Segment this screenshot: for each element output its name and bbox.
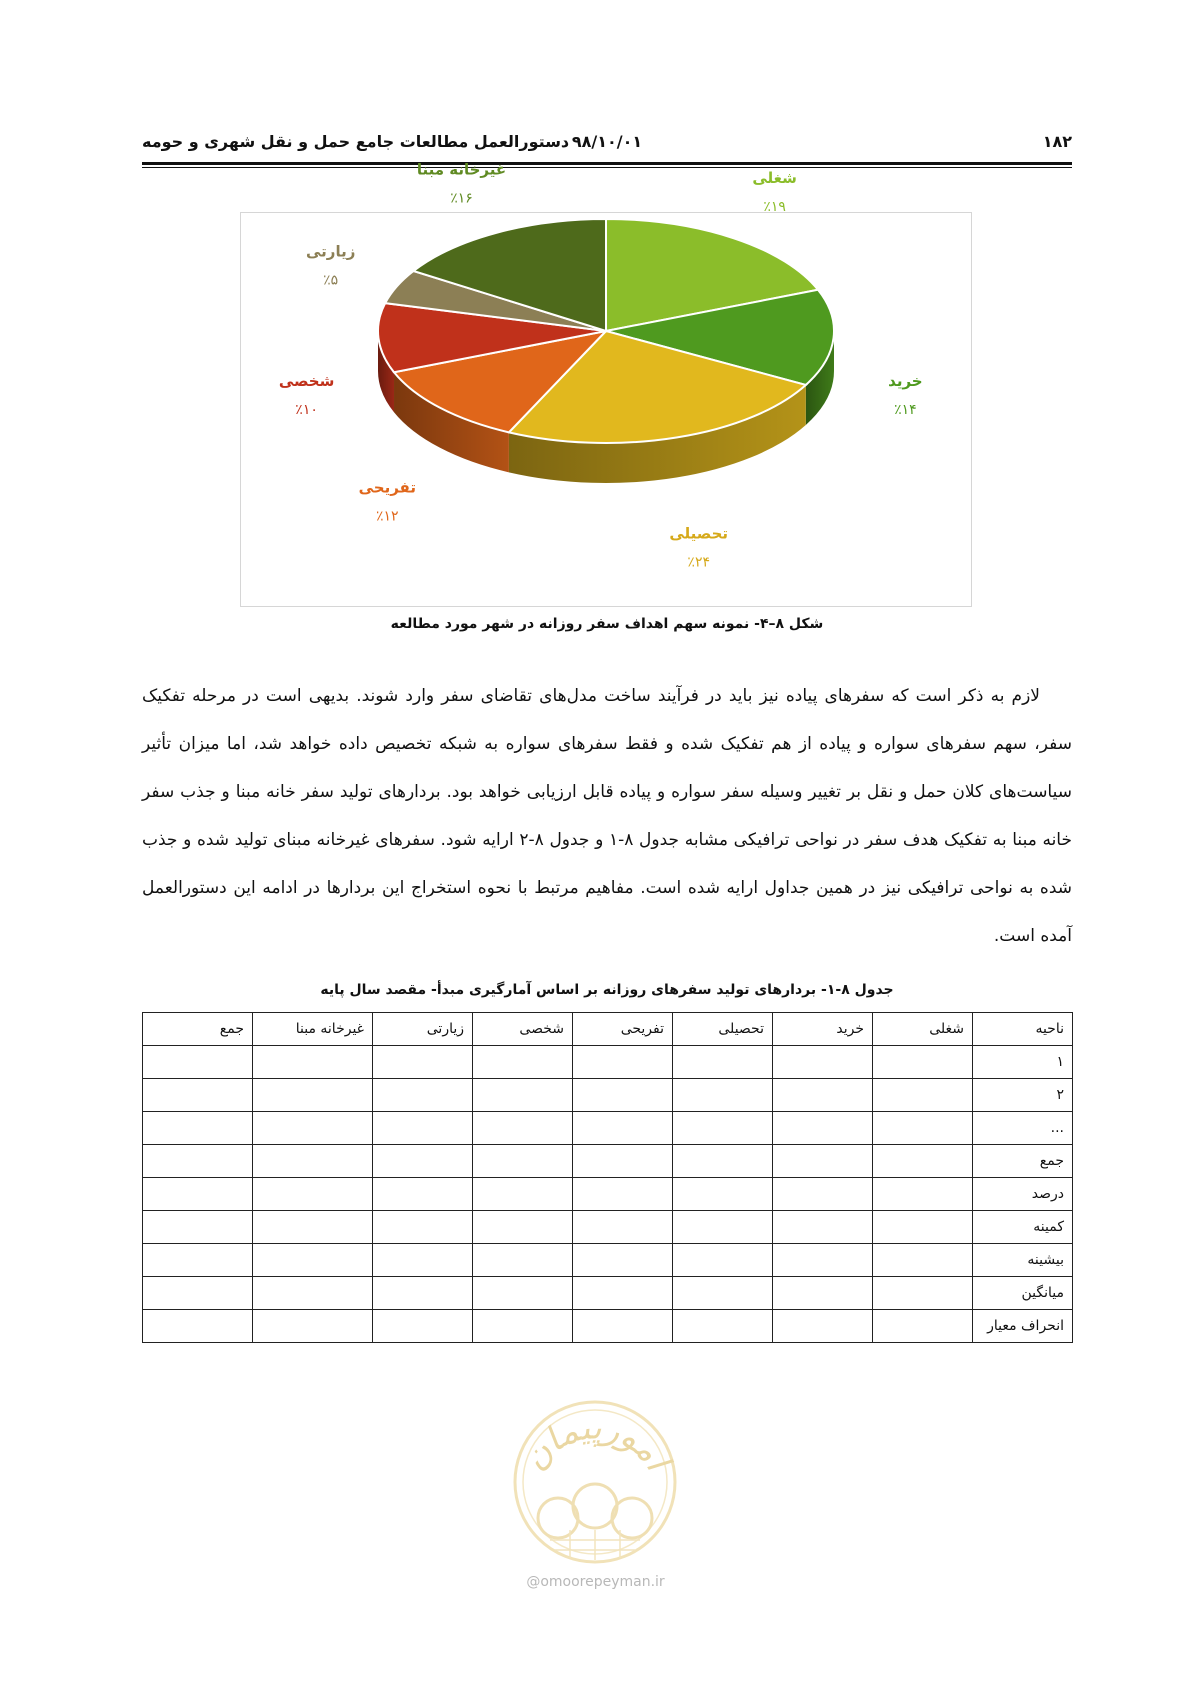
table-cell — [143, 1046, 253, 1079]
table-row — [143, 1310, 1073, 1343]
table-cell — [873, 1112, 973, 1145]
table-cell — [253, 1145, 373, 1178]
table-header-cell: خرید — [773, 1013, 873, 1046]
pie-percent-3: ٪۱۲ — [376, 508, 399, 525]
row-label-cell: ۲ — [973, 1079, 1073, 1112]
table-header-cell: شغلی — [873, 1013, 973, 1046]
pie-label-5: زیارتی — [306, 242, 356, 261]
pie-chart — [241, 160, 971, 606]
pie-percent-0: ٪۱۹ — [763, 198, 786, 215]
table-row — [143, 1079, 1073, 1112]
table-row — [143, 1277, 1073, 1310]
table-cell — [573, 1211, 673, 1244]
row-label-cell: کمینه — [973, 1211, 1073, 1244]
table-header-cell: تفریحی — [573, 1013, 673, 1046]
table-cell — [473, 1145, 573, 1178]
page-number: ۱۸۲ — [1042, 132, 1072, 151]
header-rule — [142, 162, 1072, 165]
table-cell — [873, 1244, 973, 1277]
table-cell — [143, 1145, 253, 1178]
table-cell — [573, 1079, 673, 1112]
table-cell — [373, 1079, 473, 1112]
table-cell — [573, 1145, 673, 1178]
table-cell — [373, 1145, 473, 1178]
table-cell — [773, 1112, 873, 1145]
header-rule-thin — [142, 167, 1072, 168]
table-cell — [253, 1079, 373, 1112]
table-cell — [573, 1046, 673, 1079]
table-cell — [373, 1046, 473, 1079]
trip-generation-table — [142, 1012, 1073, 1343]
header-date: ۹۸/۱۰/۰۱ — [571, 132, 643, 151]
table-cell — [143, 1244, 253, 1277]
table-cell — [373, 1211, 473, 1244]
table-cell — [573, 1244, 673, 1277]
table-cell — [143, 1310, 253, 1343]
table-cell — [473, 1178, 573, 1211]
table-cell — [373, 1244, 473, 1277]
table-cell — [873, 1046, 973, 1079]
table-cell — [573, 1310, 673, 1343]
table-cell — [373, 1277, 473, 1310]
pie-percent-2: ٪۲۴ — [687, 554, 710, 571]
pie-label-2: تحصیلی — [669, 524, 729, 543]
table-cell — [473, 1079, 573, 1112]
page-header — [142, 128, 1072, 162]
table-header-cell: جمع — [143, 1013, 253, 1046]
table-cell — [873, 1079, 973, 1112]
seal-logo — [500, 1390, 690, 1570]
body-paragraph — [142, 672, 1072, 960]
svg-text:امورپیمان — [514, 1407, 678, 1480]
table-cell — [253, 1277, 373, 1310]
row-label-cell: میانگین — [973, 1277, 1073, 1310]
paragraph-text: لازم به ذکر است که سفرهای پیاده نیز باید در فرآیند ساخت مدل‌های تقاضای سفر وارد شوند. بدیهی است در مرحله تفکیک سفر، سهم سفرهای سواره و پیاده از هم تفکیک شده و فقط سفرهای سواره به شبکه تخصیص داده خواهد شد، اما میزان تأثیر سیاست‌های کلان حمل و نقل بر تغییر وسیله سفر سواره و پیاده قابل ارزیابی خواهد بود. بردارهای تولید سفر خانه مبنا و جذب سفر خانه مبنا به تفکیک هدف سفر در نواحی ترافیکی مشابه جدول ۸-۱ و جدول ۸-۲ ارایه شود. سفرهای غیرخانه مبنای تولید شده و جذب شده به نواحی ترافیکی نیز در همین جداول ارایه شده است. مفاهیم مرتبط با نحوه استخراج این بردارها در ادامه این دستورالعمل آمده است. — [142, 686, 1072, 946]
table-row — [143, 1046, 1073, 1079]
table-cell — [253, 1178, 373, 1211]
table-cell — [773, 1211, 873, 1244]
table-cell — [253, 1211, 373, 1244]
table-cell — [573, 1178, 673, 1211]
table-cell — [373, 1112, 473, 1145]
pie-label-4: شخصی — [278, 371, 335, 390]
table-row — [143, 1145, 1073, 1178]
table-cell — [673, 1046, 773, 1079]
pie-chart-frame — [240, 160, 972, 607]
table-cell — [673, 1079, 773, 1112]
seal-text: امورپیمان — [514, 1407, 677, 1478]
table-cell — [873, 1145, 973, 1178]
table-cell — [253, 1244, 373, 1277]
table-cell — [773, 1277, 873, 1310]
pie-label-0: شغلی — [752, 168, 797, 187]
table-cell — [773, 1310, 873, 1343]
table-cell — [773, 1079, 873, 1112]
row-label-cell: جمع — [973, 1145, 1073, 1178]
table-cell — [473, 1046, 573, 1079]
table-row — [143, 1112, 1073, 1145]
row-label-cell: ۱ — [973, 1046, 1073, 1079]
table-cell — [673, 1244, 773, 1277]
table-header-cell: تحصیلی — [673, 1013, 773, 1046]
table-cell — [473, 1277, 573, 1310]
table-cell — [473, 1211, 573, 1244]
table-cell — [373, 1178, 473, 1211]
table-cell — [773, 1145, 873, 1178]
header-title: دستورالعمل مطالعات جامع حمل و نقل شهری و حومه — [142, 132, 570, 151]
table-cell — [143, 1112, 253, 1145]
table-cell — [473, 1310, 573, 1343]
pie-percent-5: ٪۵ — [323, 272, 339, 289]
table-header-row — [143, 1013, 1073, 1046]
pie-label-3: تفریحی — [358, 478, 417, 497]
table-header-cell: زیارتی — [373, 1013, 473, 1046]
table-cell — [143, 1211, 253, 1244]
table-cell — [673, 1211, 773, 1244]
pie-label-1: خرید — [888, 371, 923, 390]
table-cell — [773, 1244, 873, 1277]
table-cell — [873, 1178, 973, 1211]
table-cell — [873, 1310, 973, 1343]
figure-caption: شکل ۸–۴- نمونه سهم اهداف سفر روزانه در شهر مورد مطالعه — [390, 616, 824, 632]
pie-tops — [378, 219, 834, 443]
table-cell — [373, 1310, 473, 1343]
site-url: omoorepeyman.ir — [540, 1574, 665, 1590]
row-label-cell: انحراف معیار — [973, 1310, 1073, 1343]
table-cell — [773, 1046, 873, 1079]
row-label-cell: درصد — [973, 1178, 1073, 1211]
table-cell — [143, 1079, 253, 1112]
table-cell — [253, 1046, 373, 1079]
row-label-cell: بیشینه — [973, 1244, 1073, 1277]
table-cell — [253, 1112, 373, 1145]
row-label-cell: ... — [973, 1112, 1073, 1145]
pie-label-6: غیرخانه مبنا — [416, 160, 507, 179]
table-cell — [473, 1244, 573, 1277]
table-caption: جدول ۸-۱- بردارهای تولید سفرهای روزانه بر اساس آمارگیری مبدأ- مقصد سال پایه — [320, 982, 894, 998]
pie-percent-1: ٪۱۴ — [894, 401, 917, 418]
table-cell — [673, 1310, 773, 1343]
table-cell — [673, 1277, 773, 1310]
table-cell — [673, 1145, 773, 1178]
table-cell — [473, 1112, 573, 1145]
table-row — [143, 1244, 1073, 1277]
table-cell — [573, 1277, 673, 1310]
table-cell — [253, 1310, 373, 1343]
table-cell — [573, 1112, 673, 1145]
table-cell — [673, 1112, 773, 1145]
table-header-cell: غیرخانه مبنا — [253, 1013, 373, 1046]
table-cell — [673, 1178, 773, 1211]
pie-percent-4: ٪۱۰ — [295, 401, 318, 418]
table-header-cell: شخصی — [473, 1013, 573, 1046]
table-cell — [143, 1277, 253, 1310]
pie-percent-6: ٪۱۶ — [450, 190, 473, 207]
table-cell — [143, 1178, 253, 1211]
table-cell — [873, 1277, 973, 1310]
table-row — [143, 1211, 1073, 1244]
table-cell — [773, 1178, 873, 1211]
table-row — [143, 1178, 1073, 1211]
table-cell — [873, 1211, 973, 1244]
table-header-cell: ناحیه — [973, 1013, 1073, 1046]
website-watermark: @omoorepeyman.ir — [526, 1574, 665, 1590]
